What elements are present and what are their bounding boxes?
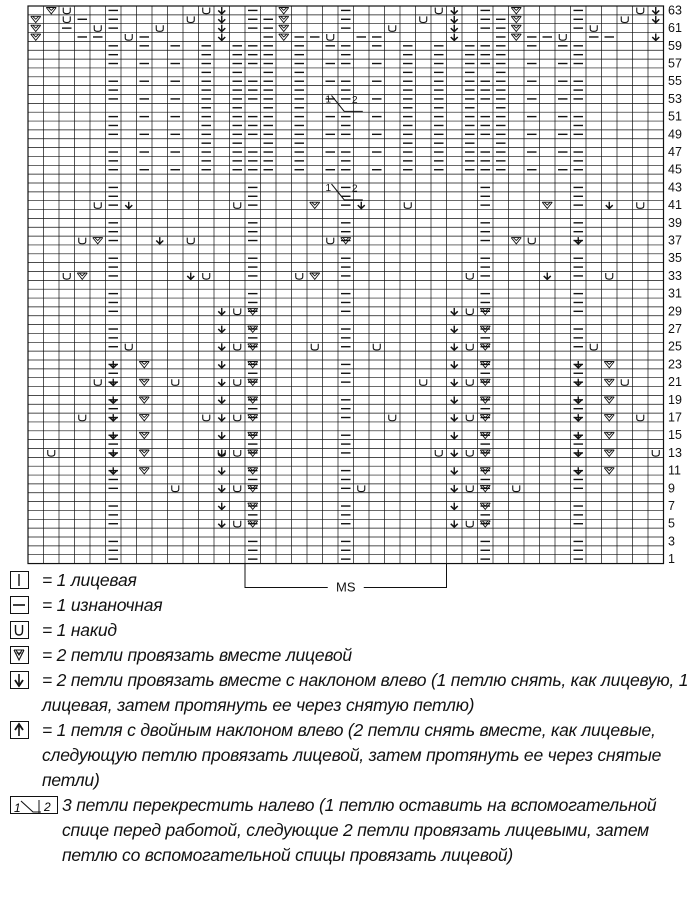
row-number: 23 [668, 357, 682, 372]
row-number: 15 [668, 428, 682, 443]
legend-text-knit: = 1 лицевая [42, 570, 137, 590]
row-number: 45 [668, 162, 682, 177]
legend-text-k2tog: = 2 петли провязать вместе лицевой [42, 645, 352, 665]
row-number: 63 [668, 3, 682, 18]
legend-text-ssk: = 2 петли провязать вместе с наклоном влево (1 петлю снять, как лицевую, 1 лицевая, затем протянуть ее через снятую петлю) [42, 670, 689, 715]
row-number: 59 [668, 38, 682, 53]
legend [8, 568, 690, 868]
row-number: 51 [668, 109, 682, 124]
row-number: 19 [668, 392, 682, 407]
legend-text-double-decrease: = 1 петля с двойным наклоном влево (2 петли снять вместе, как лицевые, следующую петлю провязать лицевой, затем протянуть ее через снятые петли) [42, 720, 662, 790]
row-number: 37 [668, 233, 682, 248]
row-number: 39 [668, 215, 682, 230]
cable-label-1: 1 [325, 182, 332, 194]
yarn-over-icon [10, 621, 29, 639]
legend-item-purl [8, 593, 690, 618]
row-number: 55 [668, 74, 682, 89]
cable-label-2: 2 [351, 94, 358, 106]
row-number: 43 [668, 180, 682, 195]
legend-item-double-decrease [8, 718, 690, 793]
row-number: 33 [668, 268, 682, 283]
legend-item-ssk [8, 668, 690, 718]
legend-text-yarn-over: = 1 накид [42, 620, 117, 640]
row-number: 5 [668, 516, 675, 531]
svg-text:1: 1 [14, 801, 21, 815]
svg-text:2: 2 [44, 800, 51, 814]
row-number: 61 [668, 21, 682, 36]
row-number: 57 [668, 56, 682, 71]
row-number: 27 [668, 321, 682, 336]
row-number: 49 [668, 127, 682, 142]
double-decrease-icon [10, 721, 29, 739]
row-number: 13 [668, 445, 682, 460]
legend-item-k2tog [8, 643, 690, 668]
legend-item-cable-cross [8, 793, 690, 868]
row-number: 31 [668, 286, 682, 301]
row-number: 53 [668, 91, 682, 106]
row-number: 25 [668, 339, 682, 354]
row-number: 47 [668, 144, 682, 159]
row-number: 29 [668, 304, 682, 319]
row-number: 35 [668, 251, 682, 266]
row-number: 3 [668, 534, 675, 549]
legend-item-knit [8, 568, 690, 593]
row-number: 9 [668, 481, 675, 496]
legend-text-cable-cross: 3 петли перекрестить налево (1 петлю оставить на вспомогательной спице перед работой, следующие 2 петли провязать лицевыми, затем петлю со вспомогательной спицы провязать лицевой) [62, 795, 657, 865]
cable-label-2: 2 [351, 183, 358, 195]
row-number: 41 [668, 198, 682, 213]
legend-item-yarn-over [8, 618, 690, 643]
row-number: 1 [668, 552, 675, 567]
row-number: 21 [668, 375, 682, 390]
row-number: 7 [668, 498, 675, 513]
k2tog-icon [10, 646, 29, 664]
legend-text-purl: = 1 изнаночная [42, 595, 163, 615]
ssk-decrease-icon [10, 671, 29, 689]
knit-stitch-icon [10, 571, 29, 589]
row-number: 11 [668, 463, 681, 478]
cable-label-1: 1 [325, 94, 332, 106]
row-number: 17 [668, 410, 682, 425]
ms-label: MS [336, 579, 356, 595]
cable-cross-icon [10, 796, 58, 814]
purl-stitch-icon [10, 596, 29, 614]
row-numbers [668, 3, 682, 566]
